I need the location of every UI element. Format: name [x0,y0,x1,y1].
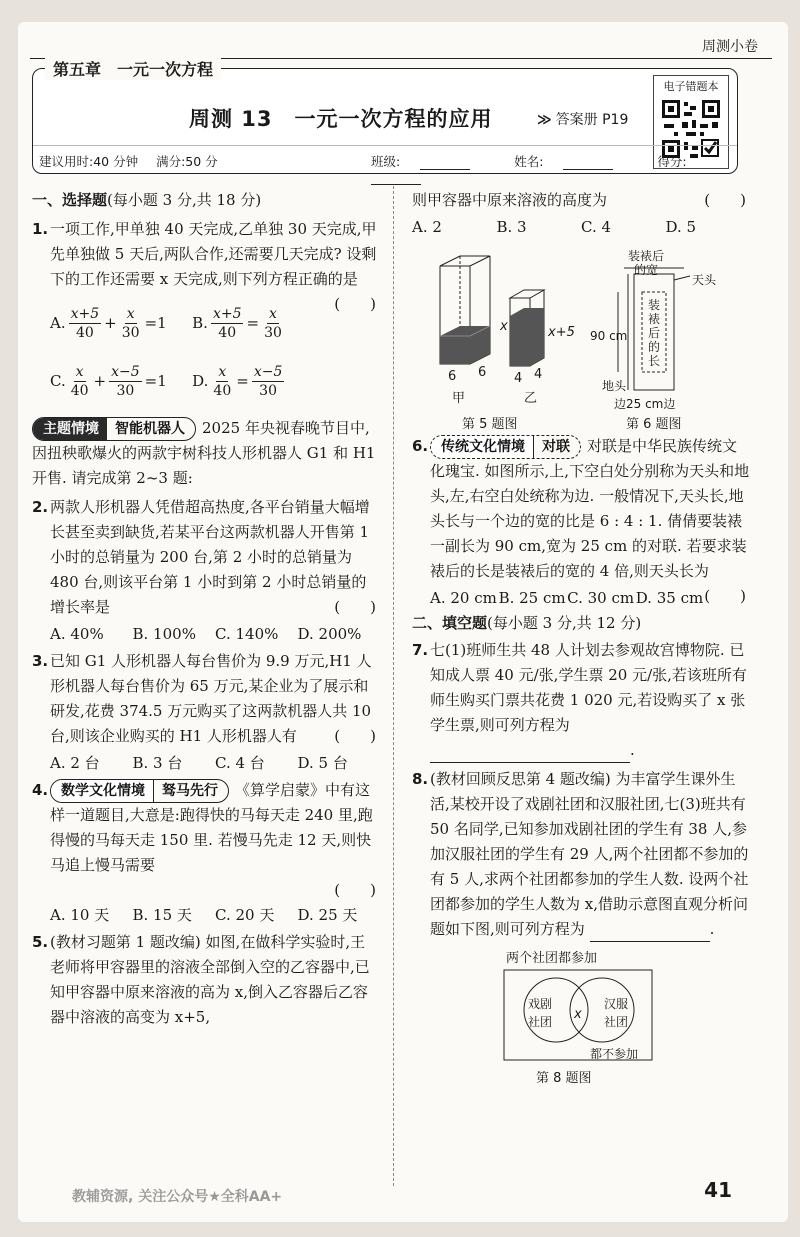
option-d[interactable]: D. 5 台 [297,754,348,772]
question-7-text: 七(1)班师生共 48 人计划去参观故宫博物院. 已知成人票 40 元/张,学生票 20 元/张,若该班所有师生购买门票共花费 1 020 元,若设购买了 x 张学生票,则可列方程为 [430,641,747,734]
answer-paren[interactable]: ( ) [334,881,376,899]
section-fill-title: 二、填空题(每小题 3 分,共 12 分) [412,614,642,632]
footer-watermark: 教辅资源, 关注公众号★全科AA+ [72,1189,283,1205]
theme-intro-text: 2025 年央视春晚节目中,因扭秧歌爆火的两款宇树科技人形机器人 G1 和 H1 开售. 请完成第 2~3 题: [32,419,376,487]
question-7: 7. 七(1)班师生共 48 人计划去参观故宫博物院. 已知成人票 40 元/张,学生票 20 元/张,若该班所有师生购买门票共花费 1 020 元,若设购买了 x 张学生票,则可列方程为 . [412,638,750,763]
question-5-continued [412,188,750,213]
option-a[interactable]: A. 2 [412,218,442,236]
option-c[interactable]: C. 30 cm [567,589,635,607]
question-4-text: 《算学启蒙》中有这样一道题目,大意是:跑得快的马每天走 240 里,跑得慢的马每天走 150 里. 若慢马先走 12 天,则快马追上慢马需要 [50,781,373,874]
question-5: 5. (教材习题第 1 题改编) 如图,在做科学实验时,王老师将甲容器里的溶液全部倒入空的乙容器中,已知甲容器中原来溶液的高为 x,倒入乙容器后乙容器中溶液的高变为 x+5, [32,933,370,1026]
option-b[interactable]: B. 15 天 [132,906,192,924]
question-8: 8. (教材回顾反思第 4 题改编) 为丰富学生课外生活,某校开设了戏剧社团和汉服社团,七(3)班共有 50 名同学,已知参加戏剧社团的学生有 38 人,参加汉服社团的学生有 29 人,两个社团都不参加的有 5 人,求两个社团都参加的学生人数. 设两个社团都参加的学生人数为 x,借助示意图直观分析问题如下图,则可列方程为 . [412,767,750,942]
header-meta-bar [33,145,737,173]
option-d[interactable]: D. $\frac{x}{40}$ = $\frac{x-5}{30}$ [192,363,283,399]
right-column [412,188,750,1091]
double-chevron-icon: ≫ [537,112,552,128]
fraction: $\frac{x}{30}$ [121,305,140,341]
option-a[interactable]: A. $\frac{x+5}{40}$ + $\frac{x}{30}$ =1 [50,305,167,341]
culture-tag: 传统文化情境 对联 [430,435,581,459]
question-6: 6. 传统文化情境 对联 对联是中华民族传统文化瑰宝. 如图所示,上,下空白处分别称为天头和地头,左,右空白处统称为边. 一般情况下,天头长,地头长与一个边的宽的比是 6 : 4 : 1. 倩倩要装裱一副长为 90 cm,宽为 25 cm 的对联. 若要求装裱后的长是装裱后的宽的 4 倍,则天头长为 ( ) A. 20 cm B. 25 cm C. 30 cm D. 35 cm [412,434,750,611]
fraction: $\frac{x+5}{40}$ [70,305,100,341]
question-8-text: (教材回顾反思第 4 题改编) 为丰富学生课外生活,某校开设了戏剧社团和汉服社团,七(3)班共有 50 名同学,已知参加戏剧社团的学生有 38 人,参加汉服社团的学生有 29 人,两个社团都不参加的有 5 人,求两个社团都参加的学生人数. 设两个社团都参加的学生人数为 x,借助示意图直观分析问题如下图,则可列方程为 [430,770,749,938]
option-b[interactable]: B. 3 台 [132,754,183,772]
option-d[interactable]: D. 35 cm [635,589,704,607]
question-2-text: 两款人形机器人凭借超高热度,各平台销量大幅增长甚至卖到缺货,若某平台这两款机器人开售第 1 小时的总销量为 200 台,第 2 小时的总销量为 480 台,则该平台第 1 小时到第 2 小时总销量的增长率是 [50,498,370,616]
section-choice-title: 一、选择题(每小题 3 分,共 18 分) [32,191,262,209]
answer-reference: ≫ 答案册 P19 [537,112,629,128]
fraction: $\frac{x}{30}$ [264,305,282,341]
answer-paren[interactable]: ( ) [704,587,746,605]
option-c[interactable]: C. 140% [215,625,279,643]
fraction: $\frac{x-5}{30}$ [253,363,283,399]
question-6-text: 对联是中华民族传统文化瑰宝. 如图所示,上,下空白处分别称为天头和地头,左,右空白处统称为边. 一般情况下,天头长,地头长与一个边的宽的比是 6 : 4 : 1. 倩倩要装裱一副长为 90 cm,宽为 25 cm 的对联. 若要求装裱后的长是装裱后的宽的 4 倍,则天头长为 [430,437,750,580]
full-score: 满分:50 分 [156,154,218,169]
question-1: 1. 一项工作,甲单独 40 天完成,乙单独 30 天完成,甲先单独做 5 天后,两队合作,还需要几天完成? 设剩下的工作还需要 x 天完成,则下列方程正确的是 ( ) A. $\frac{x+5}{40}$ + $\frac{x}{30}$ =1 B. $\frac{x+5}{40}$ = $\frac{x}{30}$ C. $\frac{x}{40}$ + $\frac{x-5}{30}$ =1 D. $\frac{x}{40}$ = $\frac{x-5}{30}$ [32,217,380,410]
question-5-text-left: (教材习题第 1 题改编) 如图,在做科学实验时,王老师将甲容器里的溶液全部倒入空的乙容器中,已知甲容器中原来溶液的高为 x,倒入乙容器后乙容器中溶液的高变为 x+5, [50,933,370,1026]
option-a[interactable]: A. 40% [50,625,104,643]
question-6-options [430,586,704,611]
question-2-options [50,622,380,647]
name-field[interactable]: 姓名: [514,154,633,169]
figure-8-caption: 第 8 题图 [536,1071,592,1086]
question-4-options [50,903,380,928]
option-c[interactable]: C. $\frac{x}{40}$ + $\frac{x-5}{30}$ =1 [50,363,167,399]
theme-intro [32,416,380,491]
question-1-text: 一项工作,甲单独 40 天完成,乙单独 30 天完成,甲先单独做 5 天后,两队合作,还需要几天完成? 设剩下的工作还需要 x 天完成,则下列方程正确的是 [50,220,377,288]
question-4: 4. 数学文化情境 驽马先行 《算学启蒙》中有这样一道题目,大意是:跑得快的马每天走 240 里,跑得慢的马每天走 150 里. 若慢马先走 12 天,则快马追上慢马需要 ( ) A. 10 天 B. 15 天 C. 20 天 D. 25 天 [32,778,380,928]
answer-paren[interactable]: ( ) [334,295,376,313]
fraction: $\frac{x-5}{30}$ [111,363,140,399]
student-fields [371,152,737,185]
page-number: 41 [704,1178,732,1202]
answer-blank[interactable] [590,924,710,942]
option-b[interactable]: B. 100% [132,625,196,643]
question-3-text: 已知 G1 人形机器人每台售价为 9.9 万元,H1 人形机器人每台售价为 65 万元,某企业为了展示和研发,花费 374.5 万元购买了这两款机器人共 10 台,则该企业购买的 H1 人形机器人有 [50,652,372,745]
option-d[interactable]: D. 5 [665,218,697,236]
option-b[interactable]: B. 25 cm [498,589,566,607]
fraction: $\frac{x+5}{40}$ [212,305,242,341]
answer-blank[interactable] [430,745,630,763]
option-c[interactable]: C. 20 天 [215,906,275,924]
quiz-header [32,60,738,174]
option-c[interactable]: C. 4 [581,218,612,236]
question-1-options [50,294,334,410]
option-b[interactable]: B. 3 [496,218,527,236]
option-d[interactable]: D. 25 天 [297,906,358,924]
fraction: $\frac{x}{40}$ [70,363,89,399]
question-3-options [50,751,380,776]
suggested-time: 建议用时:40 分钟 [39,154,139,169]
answer-paren[interactable]: ( ) [334,727,376,745]
question-2: 2. 两款人形机器人凭借超高热度,各平台销量大幅增长甚至卖到缺货,若某平台这两款机器人开售第 1 小时的总销量为 200 台,第 2 小时的总销量为 480 台,则该平台第 1 小时到第 2 小时总销量的增长率是 ( ) A. 40% B. 100% C. 140% D. 200% [32,495,380,647]
column-divider [393,186,394,1186]
option-c[interactable]: C. 4 台 [215,754,265,772]
score-field[interactable]: 得分: [371,154,707,185]
question-5-options [412,215,750,240]
fraction: $\frac{x}{40}$ [213,363,232,399]
option-a[interactable]: A. 2 台 [50,754,100,772]
answer-paren[interactable]: ( ) [704,191,746,209]
time-and-score [39,152,218,170]
top-tag: 周测小卷 [702,39,758,55]
left-column [32,188,380,1030]
option-a[interactable]: A. 20 cm [430,589,497,607]
figure-5-caption: 第 5 题图 [462,417,518,432]
option-b[interactable]: B. $\frac{x+5}{40}$ = $\frac{x}{30}$ [192,305,282,341]
figure-6-caption: 第 6 题图 [626,417,682,432]
quiz-title: 周测 13 一元一次方程的应用 [189,107,493,131]
option-a[interactable]: A. 10 天 [50,906,110,924]
theme-tag: 主题情境 智能机器人 [32,417,196,441]
chapter-title: 第五章 一元一次方程 [45,57,221,80]
math-culture-tag: 数学文化情境 驽马先行 [50,779,229,803]
answer-paren[interactable]: ( ) [334,598,376,616]
venn-diagram: 两个社团都参加 戏剧 社团 x 汉服 社团 都不参加 [498,946,658,1066]
question-3: 3. 已知 G1 人形机器人每台售价为 9.9 万元,H1 人形机器人每台售价为 65 万元,某企业为了展示和研发,花费 374.5 万元购买了这两款机器人共 10 台,则该企业购买的 H1 人形机器人有 ( ) A. 2 台 B. 3 台 C. 4 台 D. 5 台 [32,649,380,776]
class-field[interactable]: 班级: [371,154,490,169]
qr-label: 电子错题本 [663,80,719,93]
figures-5-6: x x+5 6 6 4 4 甲 乙 第 5 题图 装裱后 的宽 天头 90 cm 装裱后的长 地头 边25 cm边 第 6 题图 [412,246,750,428]
option-d[interactable]: D. 200% [297,625,362,643]
question-5-text-right: 则甲容器中原来溶液的高度为 [412,191,608,209]
